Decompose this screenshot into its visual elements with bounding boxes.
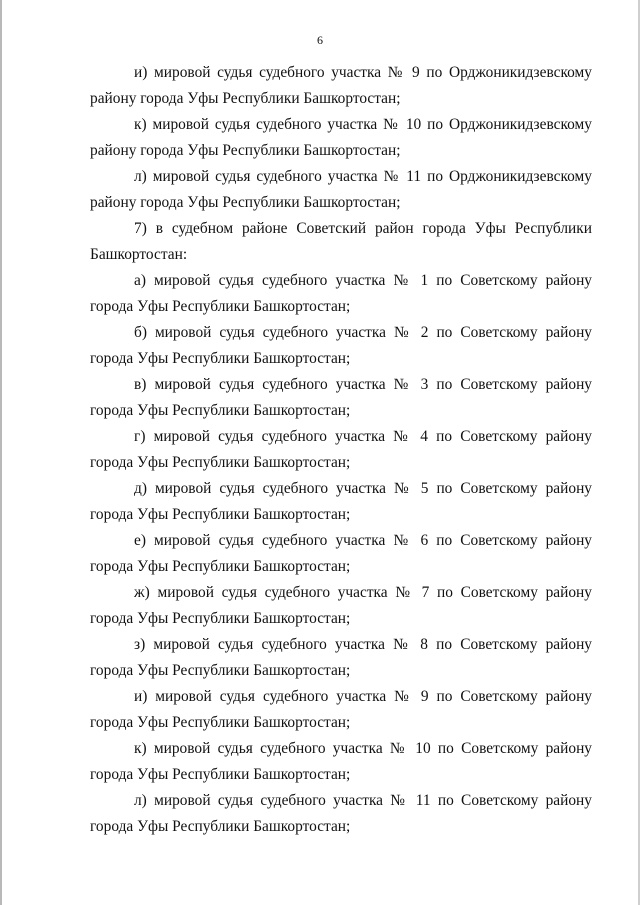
paragraph-14: к) мировой судья судебного участка № 10 по Советскому району города Уфы Республики Башкортостан; bbox=[90, 740, 592, 783]
paragraph-1: и) мировой судья судебного участка № 9 по Орджоникидзевскому району города Уфы Республики Башкортостан; bbox=[90, 64, 592, 107]
paragraph-4: 7) в судебном районе Советский район города Уфы Республики Башкортостан: bbox=[90, 220, 592, 263]
paragraph-12: з) мировой судья судебного участка № 8 по Советскому району города Уфы Республики Башкортостан; bbox=[90, 636, 592, 679]
paragraph-8: г) мировой судья судебного участка № 4 по Советскому району города Уфы Республики Башкортостан; bbox=[90, 428, 592, 471]
page-number: 6 bbox=[317, 33, 323, 47]
paragraph-9: д) мировой судья судебного участка № 5 по Советскому району города Уфы Республики Башкортостан; bbox=[90, 480, 592, 523]
paragraph-10: е) мировой судья судебного участка № 6 по Советскому району города Уфы Республики Башкортостан; bbox=[90, 532, 592, 575]
scan-edge-left bbox=[0, 0, 2, 905]
paragraph-5: а) мировой судья судебного участка № 1 по Советскому району города Уфы Республики Башкортостан; bbox=[90, 272, 592, 315]
paragraph-7: в) мировой судья судебного участка № 3 по Советскому району города Уфы Республики Башкортостан; bbox=[90, 376, 592, 419]
paragraph-6: б) мировой судья судебного участка № 2 по Советскому району города Уфы Республики Башкортостан; bbox=[90, 324, 592, 367]
document-body bbox=[90, 60, 592, 840]
paragraph-13: и) мировой судья судебного участка № 9 по Советскому району города Уфы Республики Башкортостан; bbox=[90, 688, 592, 731]
paragraph-2: к) мировой судья судебного участка № 10 по Орджоникидзевскому району города Уфы Республики Башкортостан; bbox=[90, 116, 592, 159]
paragraph-15: л) мировой судья судебного участка № 11 по Советскому району города Уфы Республики Башкортостан; bbox=[90, 792, 592, 835]
paragraph-3: л) мировой судья судебного участка № 11 по Орджоникидзевскому району города Уфы Республики Башкортостан; bbox=[90, 168, 592, 211]
paragraph-11: ж) мировой судья судебного участка № 7 по Советскому району города Уфы Республики Башкортостан; bbox=[90, 584, 592, 627]
